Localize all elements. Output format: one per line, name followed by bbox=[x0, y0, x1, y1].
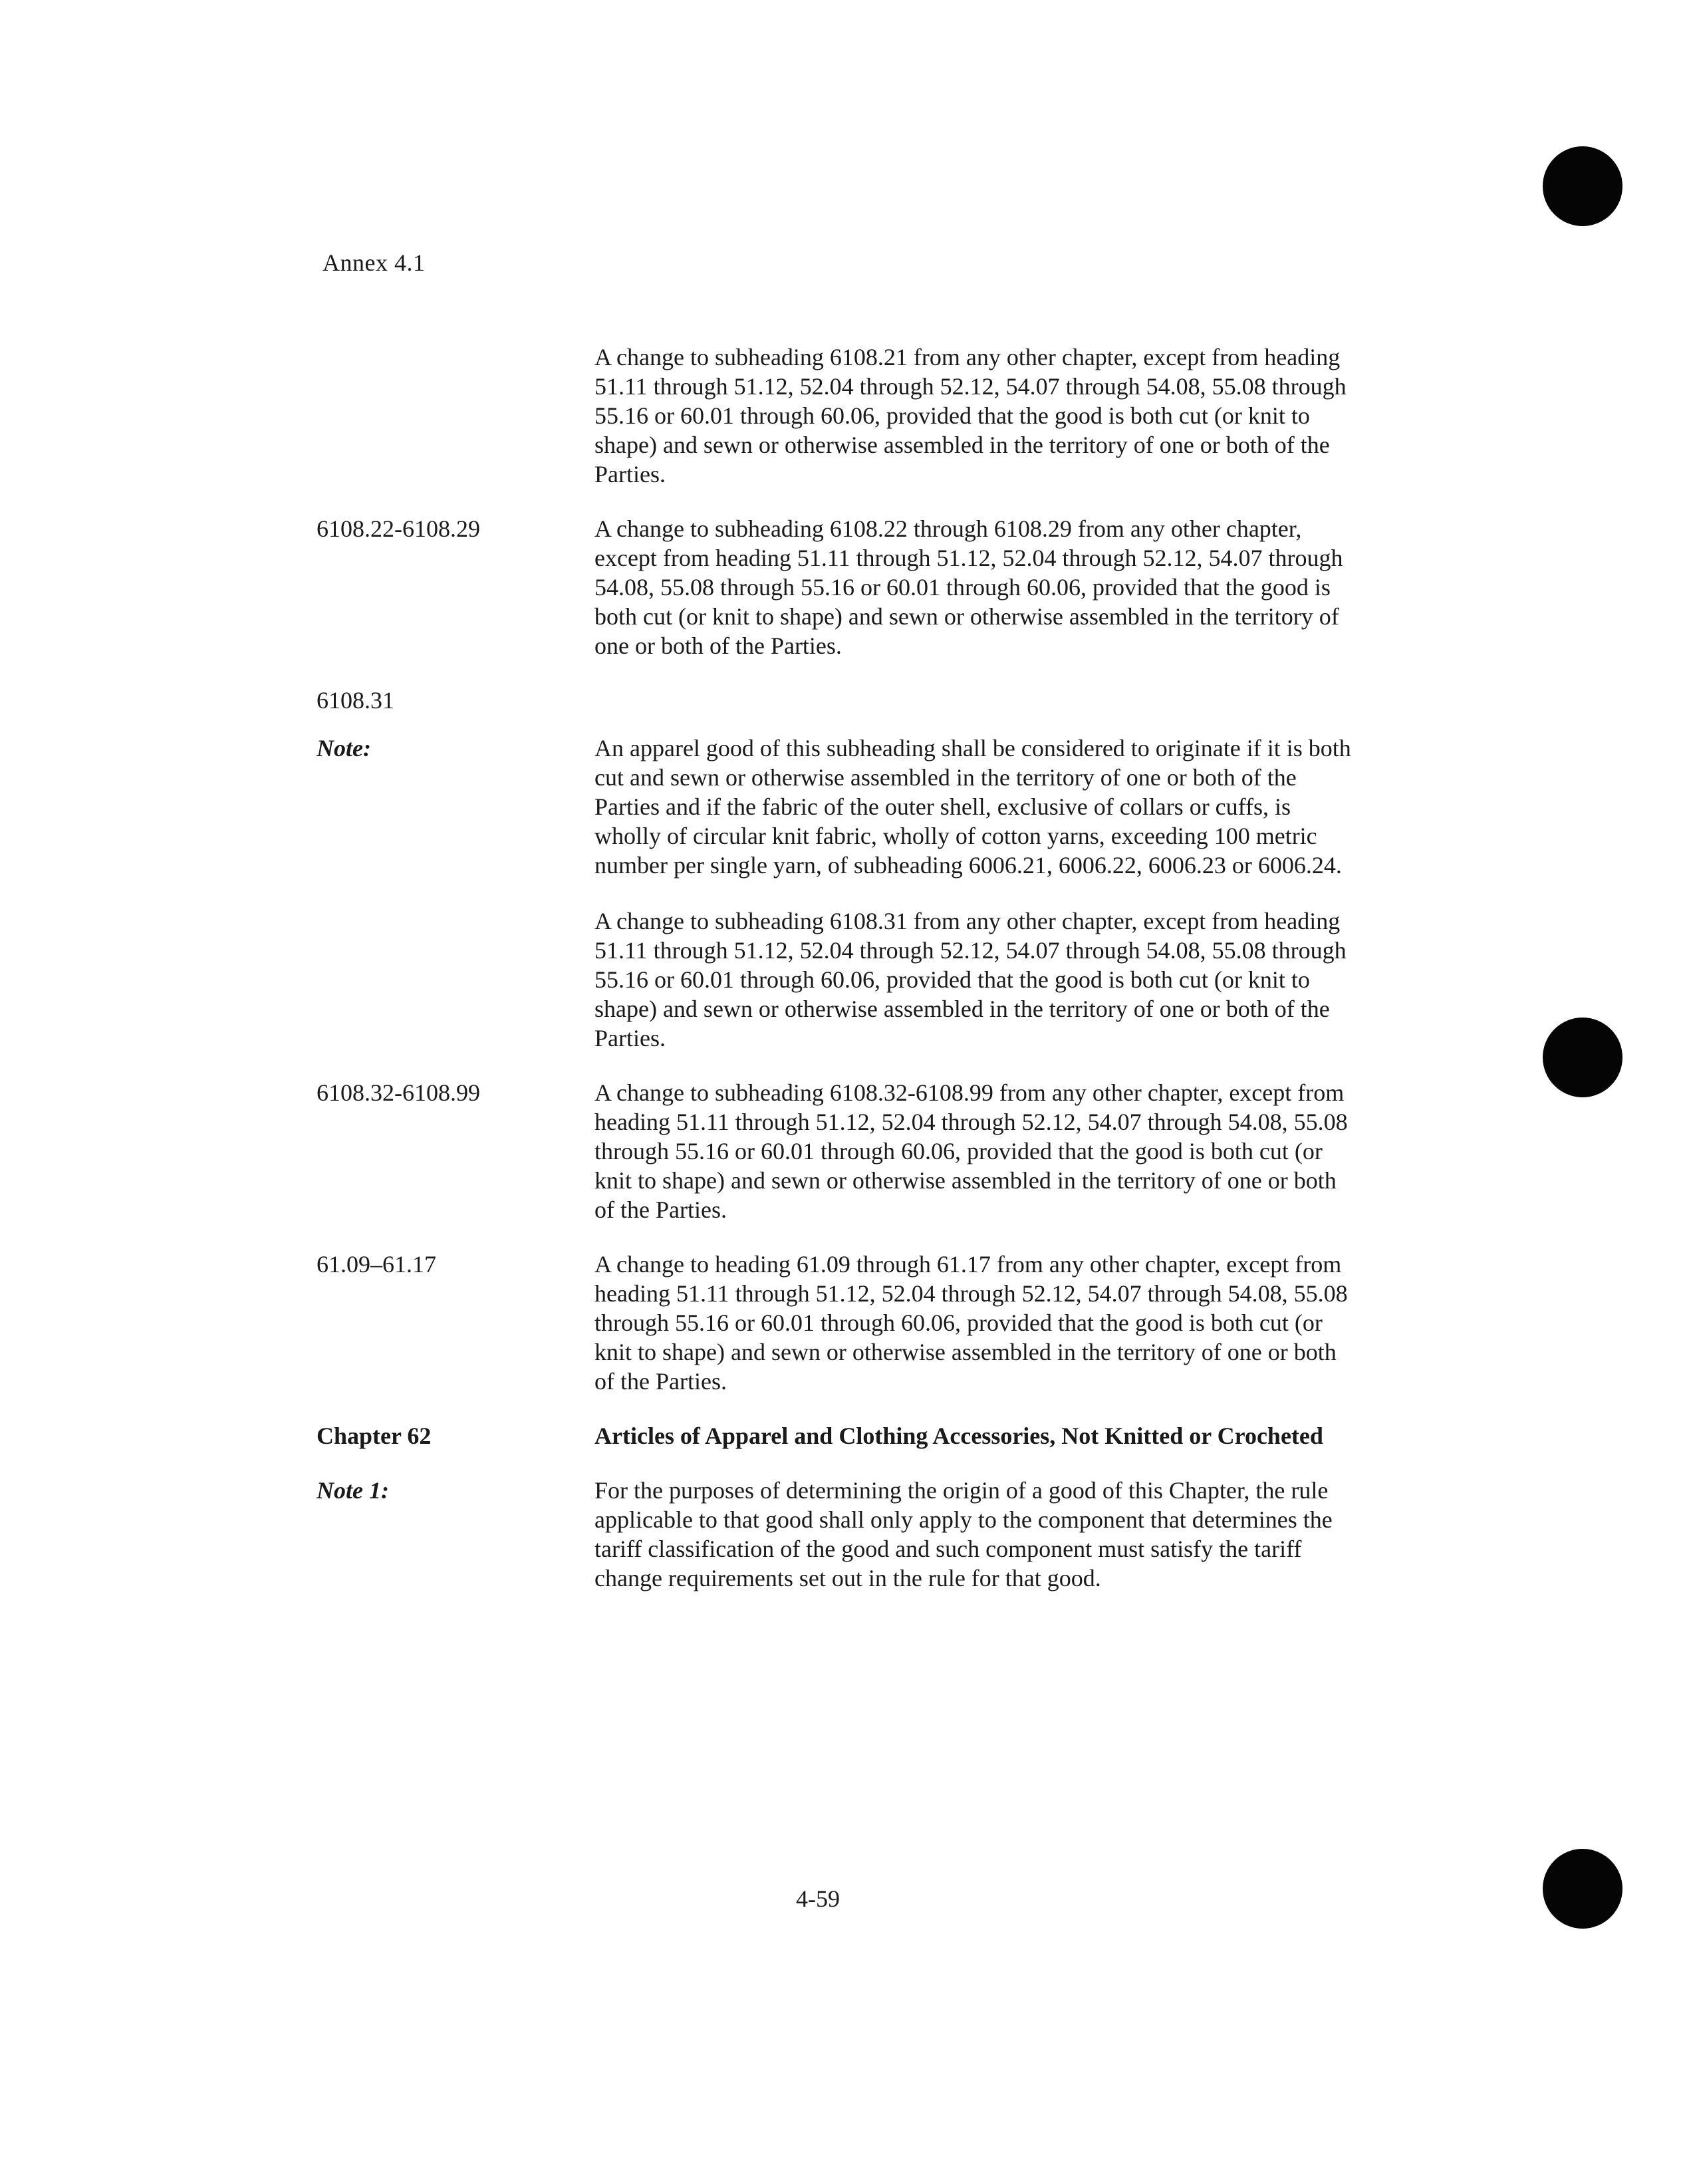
rule-entry bbox=[317, 342, 1354, 489]
entry-code: 6108.31 bbox=[317, 687, 394, 714]
entry-code: 6108.22-6108.29 bbox=[317, 515, 480, 542]
rules-table bbox=[317, 342, 1354, 1593]
rule-entry bbox=[317, 734, 1354, 880]
page-number: 4-59 bbox=[796, 1885, 840, 1912]
entry-code: 61.09–61.17 bbox=[317, 1251, 436, 1278]
rule-entry bbox=[317, 1078, 1354, 1224]
annex-header: Annex 4.1 bbox=[323, 249, 426, 276]
rule-entry bbox=[317, 686, 1354, 715]
entry-rule: A change to subheading 6108.31 from any other chapter, except from heading 51.11 through 51.12, 52.04 through 52.12, 54.07 through 54.08, 55.08 through 55.16 or 60.01 through 60.06, provided that the good is both cut (or knit to shape) and sewn or otherwise assembled in the territory of one or both of the Parties. bbox=[594, 908, 1347, 1051]
punch-hole-bottom bbox=[1543, 1849, 1622, 1929]
entry-rule: An apparel good of this subheading shall be considered to originate if it is both cut and sewn or otherwise assembled in the territory of one or both of the Parties and if the fabric of the outer shell, exclusive of collars or cuffs, is wholly of circular knit fabric, wholly of cotton yarns, exceeding 100 metric number per single yarn, of subheading 6006.21, 6006.22, 6006.23 or 6006.24. bbox=[594, 735, 1351, 879]
entry-code: 6108.32-6108.99 bbox=[317, 1079, 480, 1106]
punch-hole-middle bbox=[1543, 1018, 1622, 1097]
entry-rule: A change to subheading 6108.21 from any other chapter, except from heading 51.11 through 51.12, 52.04 through 52.12, 54.07 through 54.08, 55.08 through 55.16 or 60.01 through 60.06, provided that the good is both cut (or knit to shape) and sewn or otherwise assembled in the territory of one or both of the Parties. bbox=[594, 344, 1347, 487]
rule-entry bbox=[317, 514, 1354, 660]
entry-rule: A change to subheading 6108.32-6108.99 from any other chapter, except from heading 51.11 through 51.12, 52.04 through 52.12, 54.07 through 54.08, 55.08 through 55.16 or 60.01 through 60.06, provided that the good is both cut (or knit to shape) and sewn or otherwise assembled in the territory of one or both of the Parties. bbox=[594, 1079, 1348, 1223]
chapter-title: Articles of Apparel and Clothing Accessories, Not Knitted or Crocheted bbox=[594, 1423, 1323, 1449]
entry-rule: A change to subheading 6108.22 through 6108.29 from any other chapter, except from heading 51.11 through 51.12, 52.04 through 52.12, 54.07 through 54.08, 55.08 through 55.16 or 60.01 through 60.06, provided that the good is both cut (or knit to shape) and sewn or otherwise assembled in the territory of one or both of the Parties. bbox=[594, 515, 1343, 659]
punch-hole-top bbox=[1543, 146, 1622, 226]
entry-note-label: Note 1: bbox=[317, 1477, 389, 1504]
chapter-label: Chapter 62 bbox=[317, 1423, 432, 1449]
rule-entry bbox=[317, 1421, 1354, 1450]
rule-entry bbox=[317, 1250, 1354, 1396]
entry-rule: A change to heading 61.09 through 61.17 from any other chapter, except from heading 51.11 through 51.12, 52.04 through 52.12, 54.07 through 54.08, 55.08 through 55.16 or 60.01 through 60.06, provided that the good is both cut (or knit to shape) and sewn or otherwise assembled in the territory of one or both of the Parties. bbox=[594, 1251, 1348, 1395]
entry-note-label: Note: bbox=[317, 735, 371, 761]
rule-entry bbox=[317, 906, 1354, 1053]
entry-rule: For the purposes of determining the origin of a good of this Chapter, the rule applicable to that good shall only apply to the component that determines the tariff classification of the good and such component must satisfy the tariff change requirements set out in the rule for that good. bbox=[594, 1477, 1333, 1591]
rule-entry bbox=[317, 1476, 1354, 1593]
